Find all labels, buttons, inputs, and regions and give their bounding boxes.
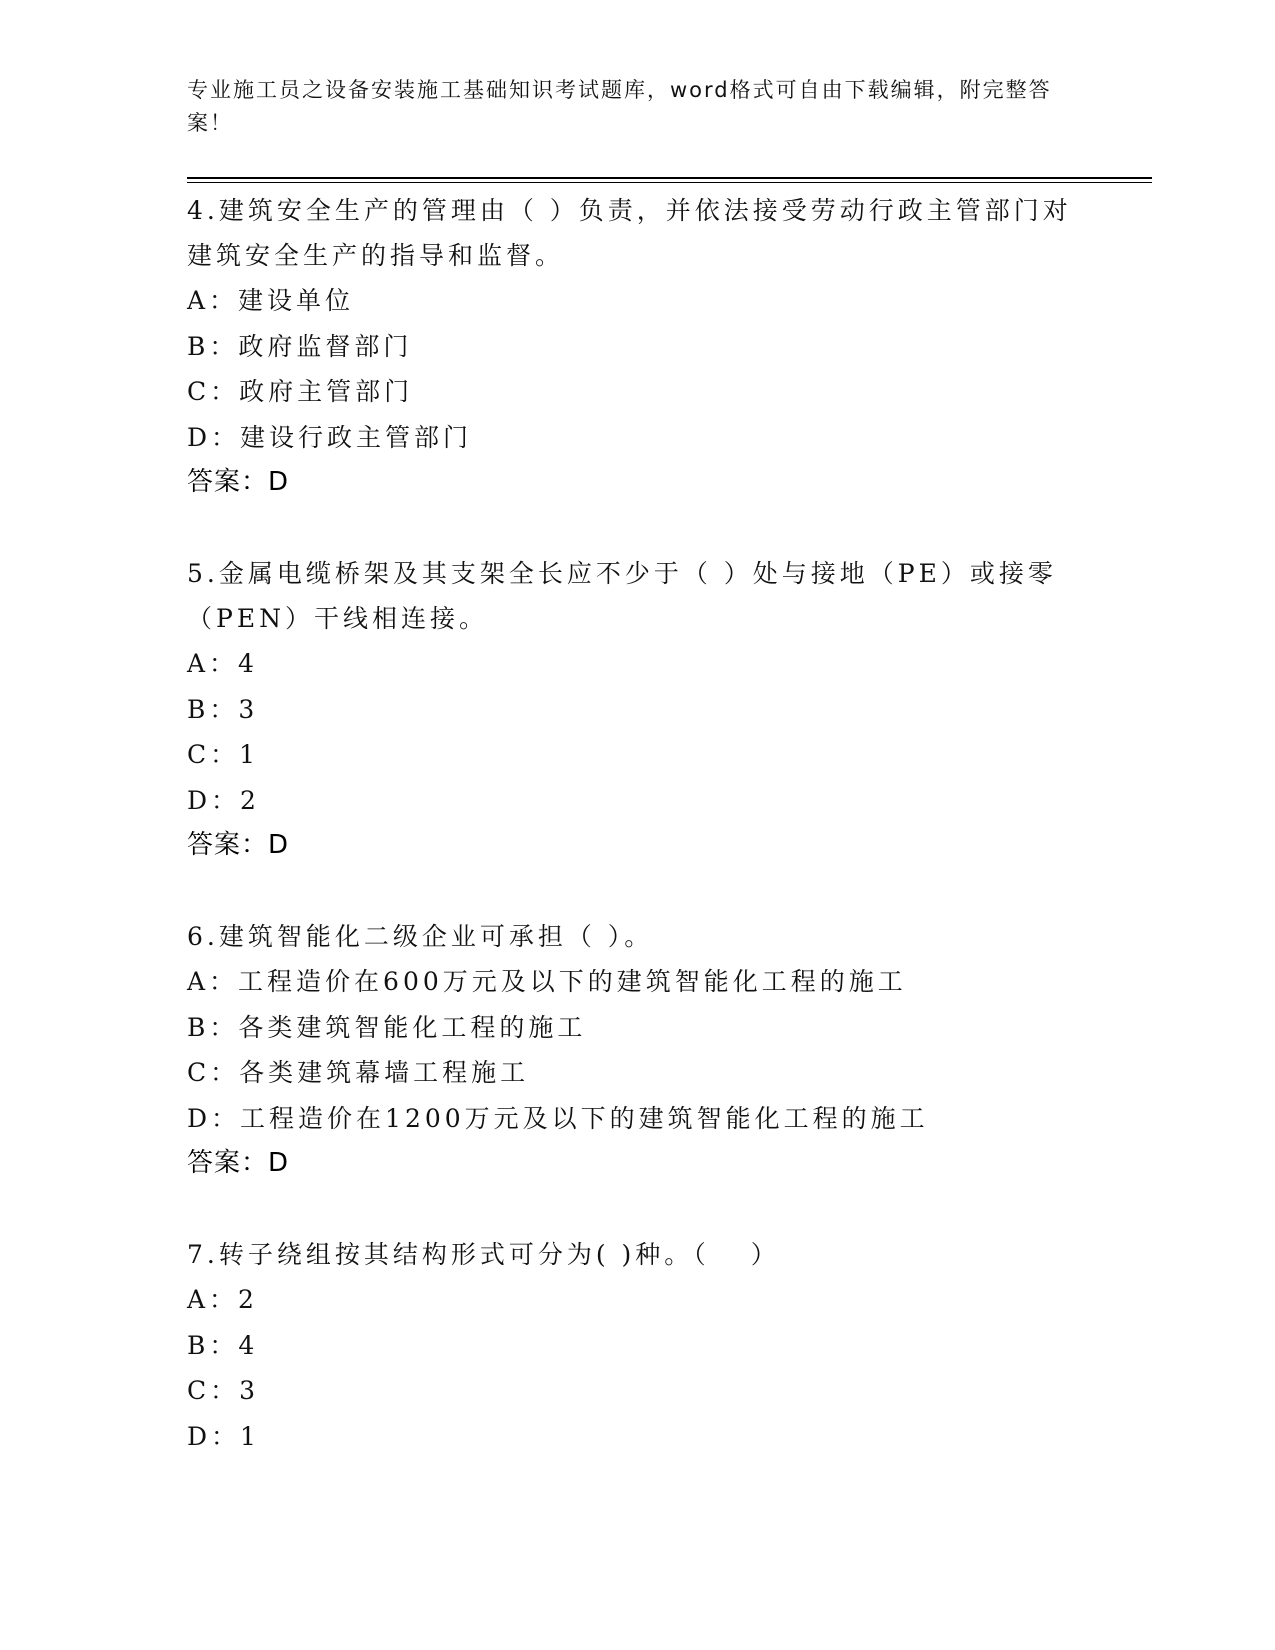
question-list <box>187 188 1087 1505</box>
question-stem: 5.金属电缆桥架及其支架全长应不少于（ ）处与接地（PE）或接零（PEN）干线相连接。 <box>187 559 1057 633</box>
option-c: C：1 <box>187 740 260 769</box>
option-d: D：建设行政主管部门 <box>187 422 473 452</box>
question-6 <box>187 914 1087 1186</box>
option-c: C：政府主管部门 <box>187 377 414 406</box>
question-stem: 6.建筑智能化二级企业可承担（ ）。 <box>187 922 654 951</box>
option-d: D：工程造价在1200万元及以下的建筑智能化工程的施工 <box>187 1103 929 1133</box>
option-a: A：4 <box>187 649 258 678</box>
document-header: 专业施工员之设备安装施工基础知识考试题库，word格式可自由下载编辑，附完整答案！ <box>187 78 1052 135</box>
answer-label: 答案：D <box>187 467 290 497</box>
question-7 <box>187 1232 1087 1459</box>
question-stem: 4.建筑安全生产的管理由（ ）负责，并依法接受劳动行政主管部门对建筑安全生产的指导和监督。 <box>187 196 1072 270</box>
option-b: B：政府监督部门 <box>187 331 413 361</box>
option-b: B：各类建筑智能化工程的施工 <box>187 1012 587 1042</box>
header-divider-thick <box>187 177 1152 179</box>
option-a: A：2 <box>187 1285 258 1314</box>
header-divider-thin <box>187 182 1152 183</box>
option-a: A：工程造价在600万元及以下的建筑智能化工程的施工 <box>187 967 907 996</box>
answer-label: 答案：D <box>187 1148 290 1178</box>
option-d: D：1 <box>187 1421 260 1451</box>
option-a: A：建设单位 <box>187 286 355 315</box>
option-b: B：3 <box>187 694 259 724</box>
question-5 <box>187 551 1087 868</box>
option-c: C：各类建筑幕墙工程施工 <box>187 1058 530 1087</box>
question-4 <box>187 188 1087 505</box>
question-stem: 7.转子绕组按其结构形式可分为( )种。（ ） <box>187 1240 780 1269</box>
option-d: D：2 <box>187 785 260 815</box>
option-b: B：4 <box>187 1330 259 1360</box>
answer-label: 答案：D <box>187 830 290 860</box>
option-c: C：3 <box>187 1376 260 1405</box>
